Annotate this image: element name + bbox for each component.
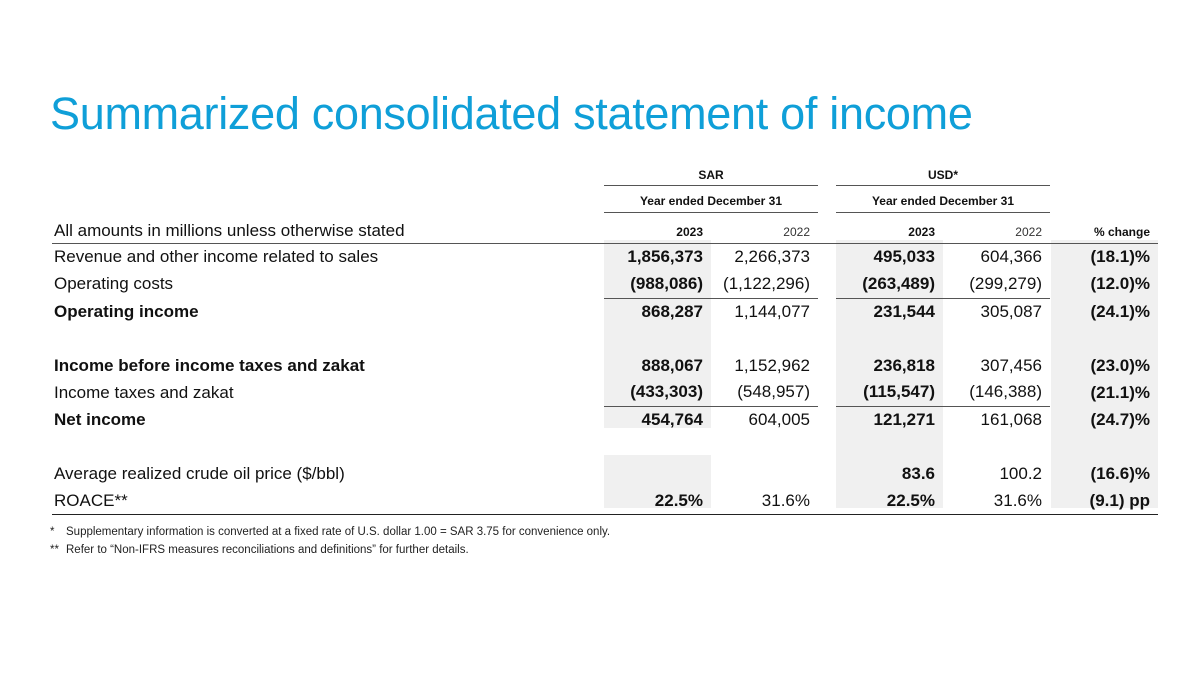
pct-change-header: % change	[1050, 213, 1158, 244]
usd-2023-value: 22.5%	[836, 487, 943, 514]
row-label: Revenue and other income related to sales	[54, 247, 379, 267]
usd-2022-value: 100.2	[999, 463, 1042, 483]
spacer	[818, 271, 836, 298]
sar-2022-value: 604,005	[748, 410, 810, 430]
sar-2022-value	[711, 460, 818, 487]
sar-2022-value: 1,144,077	[734, 301, 810, 321]
table-row	[52, 244, 1158, 271]
usd-2023-header: 2023	[836, 213, 943, 244]
usd-2023-value: (263,489)	[836, 271, 943, 298]
usd-2023-value: 236,818	[873, 355, 935, 375]
usd-2022-value: 161,068	[980, 410, 1042, 430]
pct-change-value: (23.0)%	[1090, 355, 1150, 375]
sar-period-label: Year ended December 31	[639, 194, 783, 208]
blank-row	[52, 325, 1158, 352]
sar-header-rule	[604, 185, 818, 186]
blank-row	[52, 434, 1158, 461]
table-row	[52, 298, 1158, 325]
sar-2023-value: 454,764	[641, 410, 703, 430]
sar-2022-value: 31.6%	[711, 487, 818, 514]
pct-change-value: (24.1)%	[1090, 301, 1150, 321]
pct-change-value: (24.7)%	[1090, 409, 1150, 429]
spacer	[818, 379, 836, 406]
footnote-marker: *	[50, 526, 55, 538]
spacer	[818, 406, 836, 433]
row-label: ROACE**	[52, 487, 604, 514]
usd-period-label: Year ended December 31	[871, 194, 1015, 208]
usd-2023-value: 495,033	[873, 247, 935, 267]
usd-2022-value: 604,366	[980, 247, 1042, 267]
footnote-text: Refer to “Non-IFRS measures reconciliations and definitions” for further details.	[66, 544, 469, 556]
spacer	[818, 487, 836, 514]
sar-2023-value: (988,086)	[604, 271, 711, 298]
row-label: Income taxes and zakat	[54, 382, 234, 402]
sar-2023-value: (433,303)	[604, 379, 711, 406]
table-row	[52, 460, 1158, 487]
row-label: Net income	[54, 409, 146, 429]
usd-2022-value: 305,087	[980, 301, 1042, 321]
usd-header: USD*	[927, 168, 958, 182]
usd-2023-value: 83.6	[901, 463, 935, 483]
usd-2023-value: 121,271	[873, 410, 935, 430]
sar-2023-header: 2023	[604, 213, 711, 244]
sar-header: SAR	[698, 168, 724, 182]
row-label: Income before income taxes and zakat	[54, 355, 365, 375]
units-note: All amounts in millions unless otherwise stated	[52, 213, 604, 244]
usd-2023-value: (115,547)	[836, 379, 943, 406]
spacer	[818, 460, 836, 487]
sar-2023-value: 868,287	[641, 301, 703, 321]
spacer	[818, 213, 836, 244]
usd-2022-value: 31.6%	[943, 487, 1050, 514]
row-label: Average realized crude oil price ($/bbl)	[54, 463, 345, 483]
sar-2023-value: 1,856,373	[627, 247, 703, 267]
spacer	[818, 298, 836, 325]
table-row	[52, 379, 1158, 406]
footnote	[50, 526, 610, 538]
page-title: Summarized consolidated statement of income	[50, 88, 973, 139]
usd-2022-value: (146,388)	[943, 379, 1050, 406]
pct-change-value: (16.6)%	[1090, 463, 1150, 483]
spacer	[818, 244, 836, 271]
sar-2022-header: 2022	[711, 213, 818, 244]
pct-change-value: (12.0)%	[1090, 274, 1150, 294]
usd-2022-value: 307,456	[980, 355, 1042, 375]
usd-2022-value: (299,279)	[943, 271, 1050, 298]
sar-2022-value: (548,957)	[711, 379, 818, 406]
usd-header-rule	[836, 185, 1050, 186]
sar-2023-value	[604, 460, 711, 487]
pct-change-value: (18.1)%	[1090, 247, 1150, 267]
usd-2022-header: 2022	[943, 213, 1050, 244]
income-statement-table	[52, 213, 1158, 515]
sar-2022-value: 1,152,962	[734, 355, 810, 375]
footnote-marker: **	[50, 544, 59, 556]
footnote	[50, 544, 469, 556]
row-label: Operating costs	[54, 274, 174, 294]
spacer	[818, 352, 836, 379]
pct-change-value: (21.1)%	[1090, 382, 1150, 402]
table-row	[52, 352, 1158, 379]
footnote-text: Supplementary information is converted at a fixed rate of U.S. dollar 1.00 = SAR 3.75 for convenience only.	[66, 526, 611, 538]
sar-2022-value: 2,266,373	[734, 247, 810, 267]
usd-2023-value: 231,544	[873, 301, 935, 321]
column-header-row	[52, 213, 1158, 244]
table-row	[52, 487, 1158, 514]
table-row	[52, 406, 1158, 433]
row-label: Operating income	[54, 301, 199, 321]
sar-2023-value: 888,067	[641, 355, 703, 375]
sar-2022-value: (1,122,296)	[711, 271, 818, 298]
pct-change-value: (9.1) pp	[1050, 487, 1158, 514]
table-row	[52, 271, 1158, 298]
sar-2023-value: 22.5%	[604, 487, 711, 514]
